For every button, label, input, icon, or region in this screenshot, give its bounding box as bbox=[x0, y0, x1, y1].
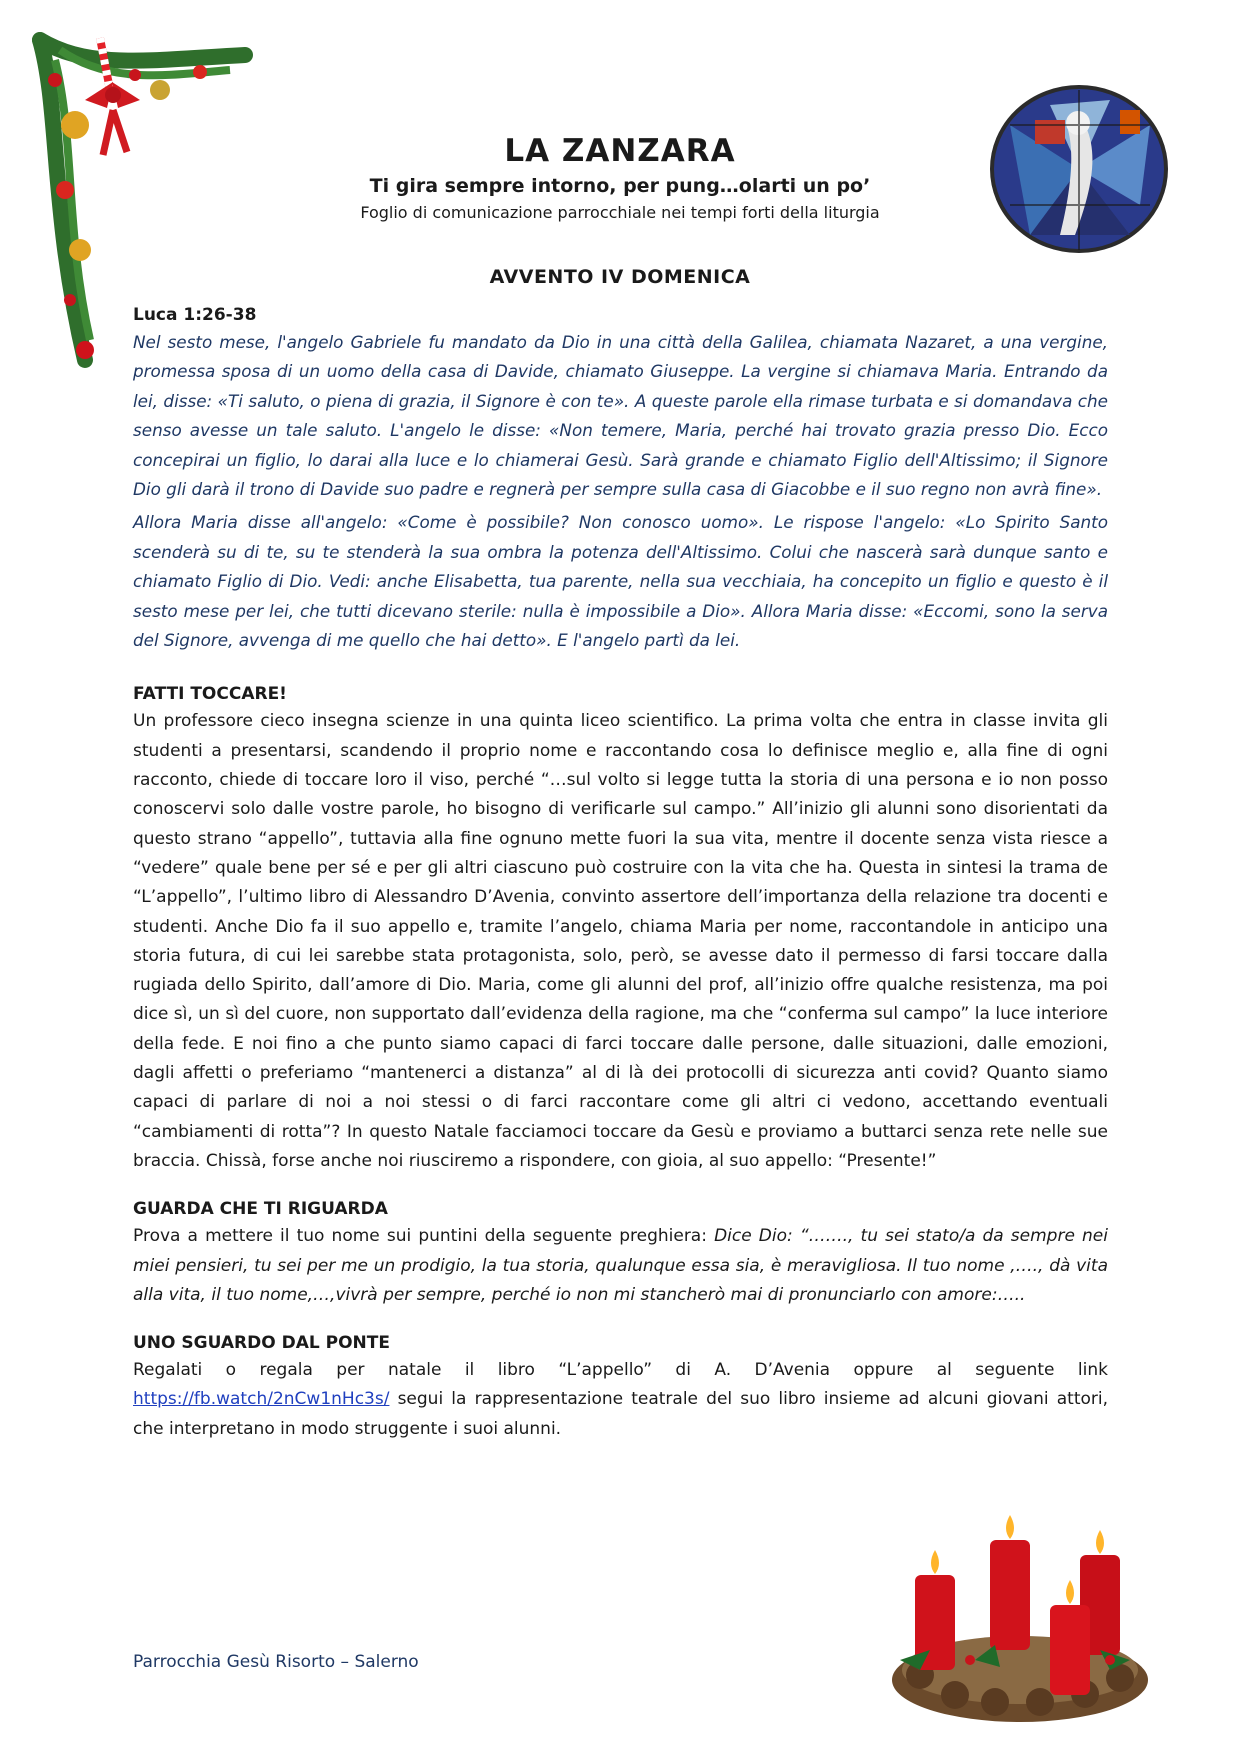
section-text-fatti-toccare: Un professore cieco insegna scienze in una quinta liceo scientifico. La prima volta che entra in classe invita gli studenti a presentarsi, scandendo il proprio nome e raccontando cosa lo definisce meglio e, alla fine di ogni racconto, chiede di toccare loro il viso, perché “…sul volto si legge tutta la storia di una persona e io non posso conoscervi solo dalle vostre parole, ho bisogno di verificarle sul campo.” All’inizio gli alunni sono disorientati da questo strano “appello”, tuttavia alla fine ognuno mette fuori la sua vita, mentre il docente senza vista riesce a “vedere” quale bene per sé e per gli altri ciascuno può costruire con la vita che ha. Questa in sintesi la trama de “L’appello”, l’ultimo libro di Alessandro D’Avenia, convinto assertore dell’importanza della relazione tra docenti e studenti. Anche Dio fa il suo appello e, tramite l’angelo, chiama Maria per nome, raccontandole in anticipo una storia futura, di cui lei sarebbe stata protagonista, solo, però, se avesse dato il permesso di farsi toccare dalla rugiada dello Spirito, dall’amore di Dio. Maria, come gli alunni del prof, all’inizio offre qualche resistenza, ma poi dice sì, un sì del cuore, non supportato dall’evidenza della ragione, ma che “conferma sul campo” la luce interiore della fede. E noi fino a che punto siamo capaci di farci toccare dalle persone, dalle situazioni, dalle emozioni, dagli affetti o preferiamo “mantenerci a distanza” al di là dei protocolli di sicurezza anti covid? Quanto siamo capaci di parlare di noi a noi stessi o di farci raccontare come gli altri ci vedono, accettando eventuali “cambiamenti di rotta”? In questo Natale facciamoci toccare da Gesù e proviamo a buttarci senza rete nelle sue braccia. Chissà, forse anche noi riusciremo a rispondere, con gioia, al suo appello: “Presente!” bbox=[133, 711, 1108, 1171]
masthead bbox=[200, 132, 1040, 224]
gospel-reference: Luca 1:26-38 bbox=[133, 305, 257, 325]
ponte-text-before: Regalati o regala per natale il libro “L’appello” di A. D’Avenia oppure al seguente link bbox=[133, 1360, 1108, 1381]
sunday-title: AVVENTO IV DOMENICA bbox=[489, 266, 751, 288]
main-content bbox=[133, 302, 1108, 1444]
section-text-ponte bbox=[133, 1356, 1108, 1444]
section-title-guarda: GUARDA CHE TI RIGUARDA bbox=[133, 1199, 388, 1220]
gospel-paragraph-1: Nel sesto mese, l'angelo Gabriele fu mandato da Dio in una città della Galilea, chiamata Nazaret, a una vergine, promessa sposa di un uomo della casa di Davide, chiamato Giuseppe. La vergine si chiamava Maria. Entrando da lei, disse: «Ti saluto, o piena di grazia, il Signore è con te». A queste parole ella rimase turbata e si domandava che senso avesse un tale saluto. L'angelo le disse: «Non temere, Maria, perché hai trovato grazia presso Dio. Ecco concepirai un figlio, lo darai alla luce e lo chiamerai Gesù. Sarà grande e chiamato Figlio dell'Altissimo; il Signore Dio gli darà il trono di Davide suo padre e regnerà per sempre sulla casa di Giacobbe e il suo regno non avrà fine». bbox=[133, 332, 1108, 500]
advent-wreath-decoration bbox=[880, 1510, 1160, 1725]
footer-parish: Parrocchia Gesù Risorto – Salerno bbox=[133, 1652, 419, 1672]
section-text-guarda bbox=[133, 1222, 1108, 1310]
section-title-ponte: UNO SGUARDO DAL PONTE bbox=[133, 1333, 390, 1354]
newsletter-subtitle: Ti gira sempre intorno, per pung…olarti un po’ bbox=[369, 175, 871, 197]
section-title-fatti-toccare: FATTI TOCCARE! bbox=[133, 684, 287, 705]
gospel-paragraph-2: Allora Maria disse all'angelo: «Come è possibile? Non conosco uomo». Le rispose l'angelo: «Lo Spirito Santo scenderà su di te, su te stenderà la sua ombra la potenza dell'Altissimo. Colui che nascerà sarà dunque santo e chiamato Figlio di Dio. Vedi: anche Elisabetta, tua parente, nella sua vecchiaia, ha concepito un figlio e questo è il sesto mese per lei, che tutti dicevano sterile: nulla è impossibile a Dio». Allora Maria disse: «Eccomi, sono la serva del Signore, avvenga di me quello che hai detto». E l'angelo partì da lei. bbox=[133, 512, 1108, 651]
guarda-prayer: Dice Dio: “……., tu sei stato/a da sempre nei miei pensieri, tu sei per me un prodigio, la tua storia, qualunque essa sia, è meravigliosa. Il tuo nome ,…., dà vita alla vita, il tuo nome,…,vivrà per sempre, perché io non mi stancherò mai di pronunciarlo con amore:….. bbox=[133, 1226, 1108, 1305]
newsletter-title: LA ZANZARA bbox=[504, 133, 736, 169]
newsletter-tagline: Foglio di comunicazione parrocchiale nei tempi forti della liturgia bbox=[360, 203, 880, 222]
video-link[interactable]: https://fb.watch/2nCw1nHc3s/ bbox=[133, 1389, 390, 1410]
ponte-text-after: segui la rappresentazione teatrale del suo libro insieme ad alcuni giovani attori, che interpretano in modo struggente i suoi alunni. bbox=[133, 1389, 1108, 1439]
guarda-intro: Prova a mettere il tuo nome sui puntini della seguente preghiera: bbox=[133, 1226, 715, 1247]
